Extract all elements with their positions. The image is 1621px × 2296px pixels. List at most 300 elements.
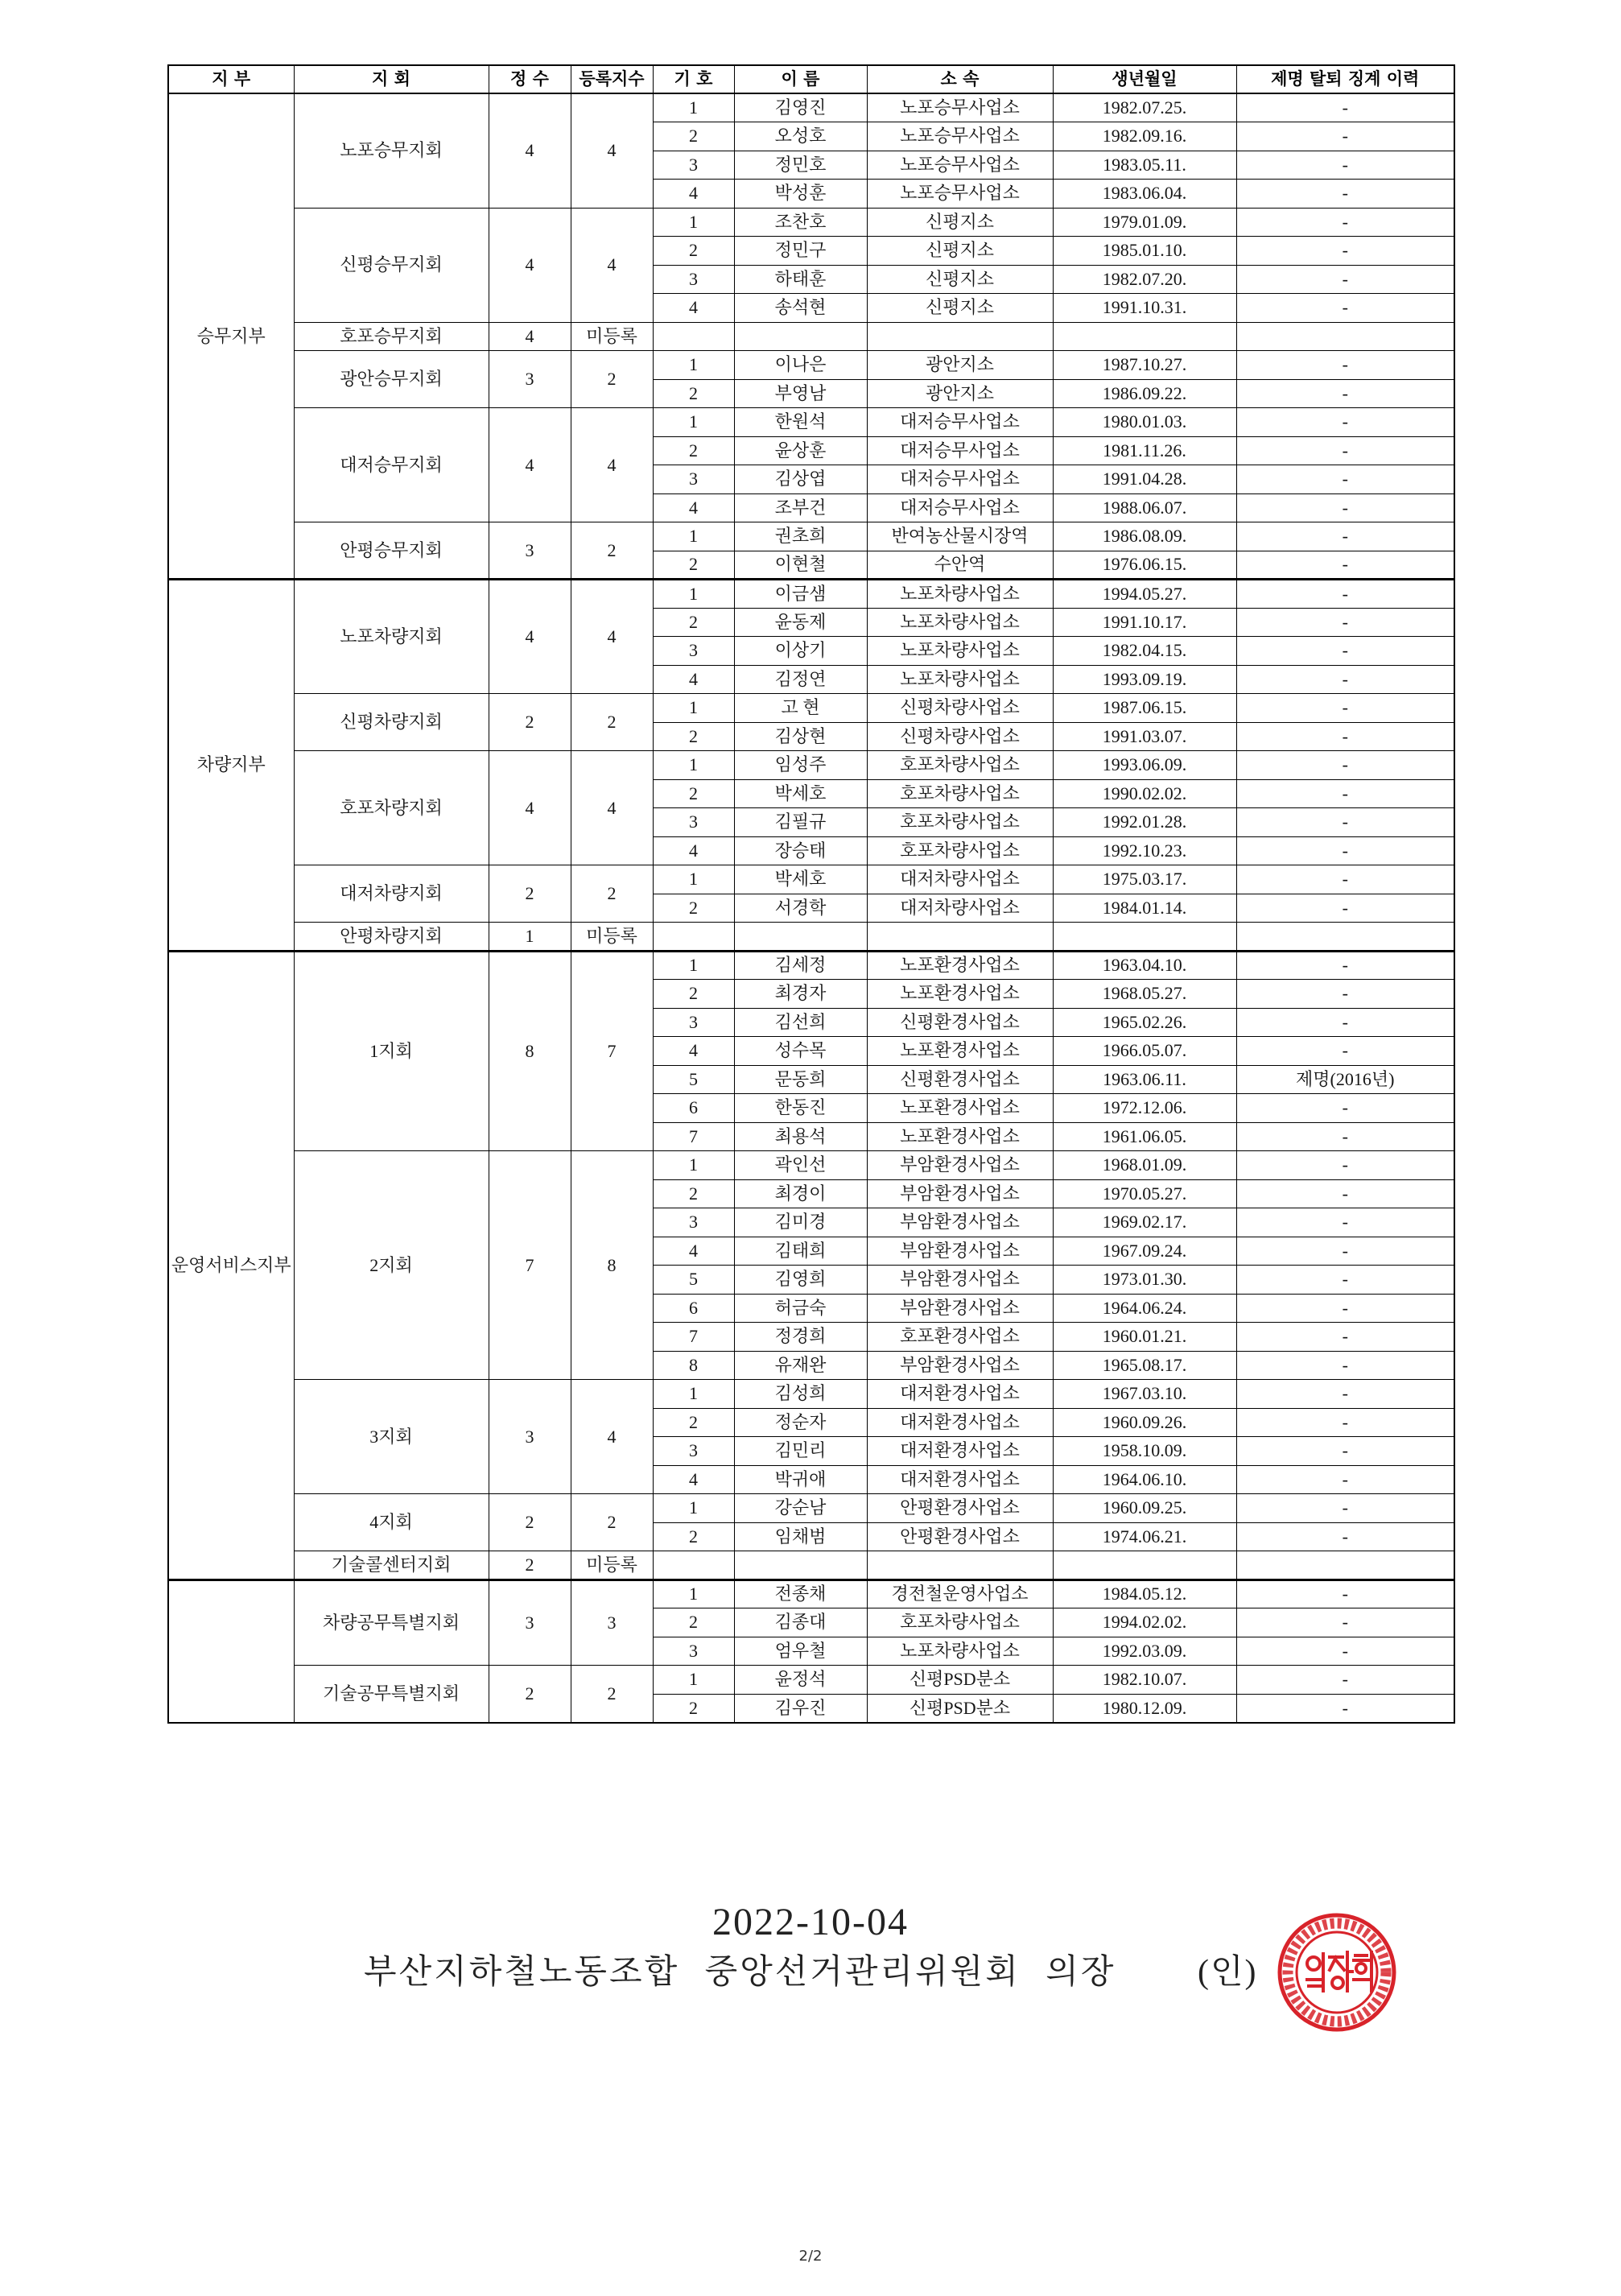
cell-name: 성수목 bbox=[734, 1037, 867, 1066]
cell-birthdate: 1967.09.24. bbox=[1053, 1237, 1236, 1266]
cell-affiliation: 신평지소 bbox=[867, 294, 1053, 323]
cell-number: 1 bbox=[653, 751, 734, 780]
cell-registered: 2 bbox=[571, 351, 653, 408]
cell-birthdate: 1992.01.28. bbox=[1053, 808, 1236, 837]
cell-history: - bbox=[1236, 808, 1454, 837]
cell-name: 김선희 bbox=[734, 1008, 867, 1037]
cell-birthdate: 1986.09.22. bbox=[1053, 379, 1236, 408]
table-header bbox=[168, 65, 1454, 93]
cell-number: 4 bbox=[653, 294, 734, 323]
cell-registered: 2 bbox=[571, 522, 653, 580]
cell-number: 2 bbox=[653, 980, 734, 1009]
cell-birthdate: 1969.02.17. bbox=[1053, 1208, 1236, 1237]
cell-name: 이금샘 bbox=[734, 580, 867, 609]
cell-name: 정민호 bbox=[734, 151, 867, 180]
cell-affiliation: 신평지소 bbox=[867, 208, 1053, 237]
cell-name: 박귀애 bbox=[734, 1465, 867, 1494]
cell-affiliation: 안평환경사업소 bbox=[867, 1522, 1053, 1551]
cell-affiliation: 신평환경사업소 bbox=[867, 1008, 1053, 1037]
cell-quota: 2 bbox=[489, 865, 571, 923]
cell-history: - bbox=[1236, 180, 1454, 209]
table-row bbox=[168, 865, 1454, 894]
cell-number: 1 bbox=[653, 351, 734, 380]
cell-affiliation: 신평지소 bbox=[867, 265, 1053, 294]
cell-number: 3 bbox=[653, 465, 734, 494]
cell-history: - bbox=[1236, 1637, 1454, 1666]
header-chapter: 지 회 bbox=[294, 65, 489, 93]
cell-affiliation: 노포환경사업소 bbox=[867, 1094, 1053, 1123]
cell-chapter: 3지회 bbox=[294, 1380, 489, 1494]
cell-affiliation bbox=[867, 923, 1053, 952]
cell-quota: 4 bbox=[489, 580, 571, 694]
cell-chapter: 4지회 bbox=[294, 1494, 489, 1551]
cell-name: 정경희 bbox=[734, 1323, 867, 1352]
cell-affiliation bbox=[867, 322, 1053, 351]
cell-affiliation: 노포차량사업소 bbox=[867, 580, 1053, 609]
cell-birthdate: 1975.03.17. bbox=[1053, 865, 1236, 894]
table-row bbox=[168, 923, 1454, 952]
cell-number: 3 bbox=[653, 1437, 734, 1466]
cell-history: - bbox=[1236, 836, 1454, 865]
cell-number: 8 bbox=[653, 1351, 734, 1380]
cell-birthdate: 1973.01.30. bbox=[1053, 1266, 1236, 1295]
cell-number: 7 bbox=[653, 1122, 734, 1151]
table-row bbox=[168, 1666, 1454, 1695]
cell-name: 박성훈 bbox=[734, 180, 867, 209]
cell-birthdate: 1994.05.27. bbox=[1053, 580, 1236, 609]
cell-quota: 2 bbox=[489, 1494, 571, 1551]
cell-history: 제명(2016년) bbox=[1236, 1065, 1454, 1094]
cell-number: 2 bbox=[653, 1694, 734, 1723]
cell-affiliation: 대저환경사업소 bbox=[867, 1465, 1053, 1494]
cell-birthdate: 1979.01.09. bbox=[1053, 208, 1236, 237]
cell-history: - bbox=[1236, 1408, 1454, 1437]
cell-name: 유재완 bbox=[734, 1351, 867, 1380]
cell-affiliation: 수안역 bbox=[867, 551, 1053, 580]
table-row bbox=[168, 1151, 1454, 1180]
cell-history: - bbox=[1236, 1237, 1454, 1266]
cell-birthdate: 1988.06.07. bbox=[1053, 493, 1236, 522]
cell-name: 한원석 bbox=[734, 408, 867, 437]
cell-affiliation: 반여농산물시장역 bbox=[867, 522, 1053, 551]
cell-affiliation: 광안지소 bbox=[867, 351, 1053, 380]
cell-birthdate: 1985.01.10. bbox=[1053, 237, 1236, 266]
cell-affiliation: 노포환경사업소 bbox=[867, 1037, 1053, 1066]
cell-history: - bbox=[1236, 151, 1454, 180]
cell-name: 윤동제 bbox=[734, 608, 867, 637]
header-name: 이 름 bbox=[734, 65, 867, 93]
cell-quota: 4 bbox=[489, 93, 571, 208]
cell-number: 4 bbox=[653, 1465, 734, 1494]
cell-number: 1 bbox=[653, 580, 734, 609]
signature-title: 부산지하철노동조합 중앙선거관리위원회 의장 bbox=[364, 1954, 1116, 1991]
table-row bbox=[168, 1494, 1454, 1523]
cell-history: - bbox=[1236, 1179, 1454, 1208]
cell-chapter: 1지회 bbox=[294, 951, 489, 1151]
table-row bbox=[168, 408, 1454, 437]
cell-birthdate: 1968.01.09. bbox=[1053, 1151, 1236, 1180]
cell-number: 4 bbox=[653, 836, 734, 865]
cell-number: 4 bbox=[653, 493, 734, 522]
cell-birthdate: 1960.09.25. bbox=[1053, 1494, 1236, 1523]
cell-birthdate: 1976.06.15. bbox=[1053, 551, 1236, 580]
cell-name: 장승태 bbox=[734, 836, 867, 865]
cell-name: 박세호 bbox=[734, 865, 867, 894]
cell-birthdate: 1970.05.27. bbox=[1053, 1179, 1236, 1208]
cell-number: 4 bbox=[653, 1037, 734, 1066]
cell-affiliation: 노포차량사업소 bbox=[867, 1637, 1053, 1666]
cell-history: - bbox=[1236, 265, 1454, 294]
cell-number: 2 bbox=[653, 1522, 734, 1551]
cell-affiliation: 노포환경사업소 bbox=[867, 951, 1053, 980]
cell-history: - bbox=[1236, 665, 1454, 694]
cell-affiliation: 신평PSD분소 bbox=[867, 1666, 1053, 1695]
cell-number: 7 bbox=[653, 1323, 734, 1352]
cell-number: 1 bbox=[653, 865, 734, 894]
cell-chapter: 차량공무특별지회 bbox=[294, 1580, 489, 1666]
cell-number: 2 bbox=[653, 1608, 734, 1637]
cell-quota: 4 bbox=[489, 322, 571, 351]
cell-affiliation: 부암환경사업소 bbox=[867, 1179, 1053, 1208]
cell-birthdate: 1980.12.09. bbox=[1053, 1694, 1236, 1723]
cell-birthdate: 1980.01.03. bbox=[1053, 408, 1236, 437]
cell-history: - bbox=[1236, 951, 1454, 980]
cell-chapter: 노포차량지회 bbox=[294, 580, 489, 694]
cell-chapter: 안평승무지회 bbox=[294, 522, 489, 580]
page-number: 2/2 bbox=[798, 2248, 823, 2265]
cell-registered: 7 bbox=[571, 951, 653, 1151]
cell-affiliation: 호포환경사업소 bbox=[867, 1323, 1053, 1352]
cell-affiliation: 노포차량사업소 bbox=[867, 608, 1053, 637]
cell-number: 2 bbox=[653, 379, 734, 408]
cell-name: 김영진 bbox=[734, 93, 867, 122]
cell-history: - bbox=[1236, 779, 1454, 808]
cell-name: 윤정석 bbox=[734, 1666, 867, 1695]
cell-registered: 4 bbox=[571, 580, 653, 694]
cell-history: - bbox=[1236, 1266, 1454, 1295]
cell-affiliation: 대저승무사업소 bbox=[867, 436, 1053, 465]
header-number: 기 호 bbox=[653, 65, 734, 93]
cell-affiliation: 호포차량사업소 bbox=[867, 751, 1053, 780]
cell-history: - bbox=[1236, 122, 1454, 151]
cell-number bbox=[653, 322, 734, 351]
cell-number: 2 bbox=[653, 779, 734, 808]
cell-quota: 3 bbox=[489, 1380, 571, 1494]
cell-name: 강순남 bbox=[734, 1494, 867, 1523]
cell-chapter: 호포승무지회 bbox=[294, 322, 489, 351]
cell-quota: 7 bbox=[489, 1151, 571, 1380]
cell-affiliation: 대저차량사업소 bbox=[867, 894, 1053, 923]
cell-birthdate bbox=[1053, 322, 1236, 351]
cell-affiliation: 신평PSD분소 bbox=[867, 1694, 1053, 1723]
cell-birthdate: 1982.07.20. bbox=[1053, 265, 1236, 294]
cell-history: - bbox=[1236, 1580, 1454, 1608]
cell-history: - bbox=[1236, 1522, 1454, 1551]
cell-affiliation: 노포승무사업소 bbox=[867, 151, 1053, 180]
cell-number: 2 bbox=[653, 551, 734, 580]
cell-number: 1 bbox=[653, 694, 734, 723]
cell-birthdate: 1984.05.12. bbox=[1053, 1580, 1236, 1608]
cell-birthdate: 1974.06.21. bbox=[1053, 1522, 1236, 1551]
cell-name: 이나은 bbox=[734, 351, 867, 380]
cell-history: - bbox=[1236, 93, 1454, 122]
table-header-row bbox=[168, 65, 1454, 93]
cell-chapter: 신평차량지회 bbox=[294, 694, 489, 751]
cell-birthdate: 1982.10.07. bbox=[1053, 1666, 1236, 1695]
cell-name: 김태희 bbox=[734, 1237, 867, 1266]
cell-history: - bbox=[1236, 436, 1454, 465]
cell-history: - bbox=[1236, 1351, 1454, 1380]
cell-birthdate: 1964.06.24. bbox=[1053, 1294, 1236, 1323]
cell-history: - bbox=[1236, 294, 1454, 323]
cell-history: - bbox=[1236, 522, 1454, 551]
cell-number: 1 bbox=[653, 1494, 734, 1523]
cell-name: 김우진 bbox=[734, 1694, 867, 1723]
cell-birthdate: 1958.10.09. bbox=[1053, 1437, 1236, 1466]
cell-affiliation: 대저승무사업소 bbox=[867, 465, 1053, 494]
cell-name: 김성희 bbox=[734, 1380, 867, 1409]
cell-number: 2 bbox=[653, 436, 734, 465]
cell-name: 김상현 bbox=[734, 722, 867, 751]
cell-number bbox=[653, 1551, 734, 1580]
cell-quota: 4 bbox=[489, 408, 571, 522]
cell-history bbox=[1236, 923, 1454, 952]
cell-number: 6 bbox=[653, 1094, 734, 1123]
cell-number: 3 bbox=[653, 808, 734, 837]
cell-name: 곽인선 bbox=[734, 1151, 867, 1180]
cell-chapter: 기술콜센터지회 bbox=[294, 1551, 489, 1580]
cell-registered: 8 bbox=[571, 1151, 653, 1380]
cell-quota: 2 bbox=[489, 1551, 571, 1580]
cell-affiliation: 노포차량사업소 bbox=[867, 637, 1053, 666]
cell-quota: 3 bbox=[489, 351, 571, 408]
cell-name: 이현철 bbox=[734, 551, 867, 580]
cell-name: 문동희 bbox=[734, 1065, 867, 1094]
cell-name: 조부건 bbox=[734, 493, 867, 522]
cell-history: - bbox=[1236, 493, 1454, 522]
header-quota: 정 수 bbox=[489, 65, 571, 93]
cell-affiliation: 호포차량사업소 bbox=[867, 808, 1053, 837]
cell-birthdate bbox=[1053, 923, 1236, 952]
cell-name: 박세호 bbox=[734, 779, 867, 808]
cell-birthdate: 1982.07.25. bbox=[1053, 93, 1236, 122]
cell-name: 최용석 bbox=[734, 1122, 867, 1151]
cell-affiliation bbox=[867, 1551, 1053, 1580]
cell-birthdate: 1972.12.06. bbox=[1053, 1094, 1236, 1123]
cell-number: 1 bbox=[653, 408, 734, 437]
cell-history: - bbox=[1236, 1208, 1454, 1237]
cell-name: 김영희 bbox=[734, 1266, 867, 1295]
cell-history: - bbox=[1236, 1437, 1454, 1466]
cell-number: 2 bbox=[653, 1408, 734, 1437]
cell-name: 전종채 bbox=[734, 1580, 867, 1608]
cell-affiliation: 노포승무사업소 bbox=[867, 180, 1053, 209]
cell-quota: 4 bbox=[489, 751, 571, 865]
cell-history: - bbox=[1236, 637, 1454, 666]
cell-chapter: 광안승무지회 bbox=[294, 351, 489, 408]
cell-name bbox=[734, 923, 867, 952]
cell-number: 3 bbox=[653, 1637, 734, 1666]
cell-number: 3 bbox=[653, 637, 734, 666]
cell-name: 윤상훈 bbox=[734, 436, 867, 465]
cell-number: 1 bbox=[653, 1151, 734, 1180]
cell-name: 김민리 bbox=[734, 1437, 867, 1466]
official-seal bbox=[1277, 1912, 1397, 2033]
cell-name: 엄우철 bbox=[734, 1637, 867, 1666]
cell-history: - bbox=[1236, 551, 1454, 580]
cell-number: 2 bbox=[653, 722, 734, 751]
cell-number: 4 bbox=[653, 1237, 734, 1266]
cell-history: - bbox=[1236, 694, 1454, 723]
cell-affiliation: 대저차량사업소 bbox=[867, 865, 1053, 894]
cell-affiliation: 대저환경사업소 bbox=[867, 1408, 1053, 1437]
cell-birthdate bbox=[1053, 1551, 1236, 1580]
cell-registered: 미등록 bbox=[571, 1551, 653, 1580]
cell-affiliation: 안평환경사업소 bbox=[867, 1494, 1053, 1523]
cell-history: - bbox=[1236, 408, 1454, 437]
cell-quota: 3 bbox=[489, 522, 571, 580]
cell-birthdate: 1992.03.09. bbox=[1053, 1637, 1236, 1666]
signature-date: 2022-10-04 bbox=[712, 1901, 909, 1943]
cell-number: 4 bbox=[653, 665, 734, 694]
cell-name: 최경이 bbox=[734, 1179, 867, 1208]
cell-name: 부영남 bbox=[734, 379, 867, 408]
table-row bbox=[168, 93, 1454, 122]
cell-name: 김상엽 bbox=[734, 465, 867, 494]
cell-birthdate: 1993.09.19. bbox=[1053, 665, 1236, 694]
cell-number: 3 bbox=[653, 151, 734, 180]
cell-affiliation: 부암환경사업소 bbox=[867, 1237, 1053, 1266]
cell-number: 4 bbox=[653, 180, 734, 209]
table-row bbox=[168, 751, 1454, 780]
cell-name: 서경학 bbox=[734, 894, 867, 923]
cell-birthdate: 1965.08.17. bbox=[1053, 1351, 1236, 1380]
cell-birthdate: 1966.05.07. bbox=[1053, 1037, 1236, 1066]
cell-branch bbox=[168, 1580, 294, 1723]
cell-birthdate: 1981.11.26. bbox=[1053, 436, 1236, 465]
cell-history: - bbox=[1236, 1008, 1454, 1037]
cell-quota: 8 bbox=[489, 951, 571, 1151]
cell-affiliation: 호포차량사업소 bbox=[867, 836, 1053, 865]
cell-birthdate: 1968.05.27. bbox=[1053, 980, 1236, 1009]
cell-registered: 3 bbox=[571, 1580, 653, 1666]
cell-birthdate: 1983.05.11. bbox=[1053, 151, 1236, 180]
cell-birthdate: 1965.02.26. bbox=[1053, 1008, 1236, 1037]
cell-branch: 차량지부 bbox=[168, 580, 294, 952]
cell-history: - bbox=[1236, 580, 1454, 609]
cell-registered: 2 bbox=[571, 694, 653, 751]
cell-registered: 4 bbox=[571, 1380, 653, 1494]
cell-name: 조찬호 bbox=[734, 208, 867, 237]
cell-birthdate: 1993.06.09. bbox=[1053, 751, 1236, 780]
cell-history: - bbox=[1236, 465, 1454, 494]
cell-name: 정민구 bbox=[734, 237, 867, 266]
cell-affiliation: 경전철운영사업소 bbox=[867, 1580, 1053, 1608]
table-row bbox=[168, 1580, 1454, 1608]
cell-history: - bbox=[1236, 351, 1454, 380]
cell-history: - bbox=[1236, 980, 1454, 1009]
cell-affiliation: 노포환경사업소 bbox=[867, 1122, 1053, 1151]
cell-birthdate: 1967.03.10. bbox=[1053, 1380, 1236, 1409]
header-registered: 등록지수 bbox=[571, 65, 653, 93]
cell-history: - bbox=[1236, 751, 1454, 780]
cell-name: 김필규 bbox=[734, 808, 867, 837]
cell-name: 허금숙 bbox=[734, 1294, 867, 1323]
header-birthdate: 생년월일 bbox=[1053, 65, 1236, 93]
cell-affiliation: 호포차량사업소 bbox=[867, 1608, 1053, 1637]
cell-quota: 2 bbox=[489, 694, 571, 751]
cell-birthdate: 1982.09.16. bbox=[1053, 122, 1236, 151]
cell-number: 1 bbox=[653, 93, 734, 122]
cell-branch: 승무지부 bbox=[168, 93, 294, 580]
cell-history: - bbox=[1236, 208, 1454, 237]
cell-birthdate: 1963.04.10. bbox=[1053, 951, 1236, 980]
cell-name: 임채범 bbox=[734, 1522, 867, 1551]
cell-history bbox=[1236, 1551, 1454, 1580]
cell-number: 1 bbox=[653, 208, 734, 237]
cell-registered: 2 bbox=[571, 1666, 653, 1723]
table-row bbox=[168, 351, 1454, 380]
cell-chapter: 2지회 bbox=[294, 1151, 489, 1380]
cell-number: 5 bbox=[653, 1065, 734, 1094]
cell-history: - bbox=[1236, 379, 1454, 408]
cell-name: 최경자 bbox=[734, 980, 867, 1009]
cell-affiliation: 신평차량사업소 bbox=[867, 722, 1053, 751]
table-row bbox=[168, 1551, 1454, 1580]
cell-history: - bbox=[1236, 722, 1454, 751]
header-branch: 지 부 bbox=[168, 65, 294, 93]
cell-number: 1 bbox=[653, 1666, 734, 1695]
cell-quota: 2 bbox=[489, 1666, 571, 1723]
cell-affiliation: 신평차량사업소 bbox=[867, 694, 1053, 723]
cell-affiliation: 신평지소 bbox=[867, 237, 1053, 266]
cell-birthdate: 1987.10.27. bbox=[1053, 351, 1236, 380]
cell-number: 2 bbox=[653, 1179, 734, 1208]
header-affiliation: 소 속 bbox=[867, 65, 1053, 93]
cell-registered: 4 bbox=[571, 93, 653, 208]
table-row bbox=[168, 208, 1454, 237]
cell-registered: 미등록 bbox=[571, 923, 653, 952]
cell-history: - bbox=[1236, 1294, 1454, 1323]
table-row bbox=[168, 1380, 1454, 1409]
cell-name: 권초희 bbox=[734, 522, 867, 551]
cell-history: - bbox=[1236, 1151, 1454, 1180]
cell-number: 5 bbox=[653, 1266, 734, 1295]
cell-history: - bbox=[1236, 1465, 1454, 1494]
cell-registered: 4 bbox=[571, 751, 653, 865]
candidate-roster-table bbox=[167, 64, 1455, 1724]
cell-birthdate: 1983.06.04. bbox=[1053, 180, 1236, 209]
cell-birthdate: 1991.04.28. bbox=[1053, 465, 1236, 494]
cell-number: 1 bbox=[653, 1580, 734, 1608]
cell-history: - bbox=[1236, 1608, 1454, 1637]
cell-birthdate: 1960.01.21. bbox=[1053, 1323, 1236, 1352]
cell-history: - bbox=[1236, 608, 1454, 637]
cell-number: 1 bbox=[653, 951, 734, 980]
cell-chapter: 호포차량지회 bbox=[294, 751, 489, 865]
cell-affiliation: 노포차량사업소 bbox=[867, 665, 1053, 694]
cell-chapter: 대저승무지회 bbox=[294, 408, 489, 522]
cell-number: 3 bbox=[653, 265, 734, 294]
cell-history: - bbox=[1236, 1380, 1454, 1409]
cell-name: 정순자 bbox=[734, 1408, 867, 1437]
cell-name: 한동진 bbox=[734, 1094, 867, 1123]
cell-number: 1 bbox=[653, 522, 734, 551]
cell-affiliation: 대저승무사업소 bbox=[867, 493, 1053, 522]
cell-number: 6 bbox=[653, 1294, 734, 1323]
cell-branch: 운영서비스지부 bbox=[168, 951, 294, 1580]
header-history: 제명 탈퇴 징계 이력 bbox=[1236, 65, 1454, 93]
